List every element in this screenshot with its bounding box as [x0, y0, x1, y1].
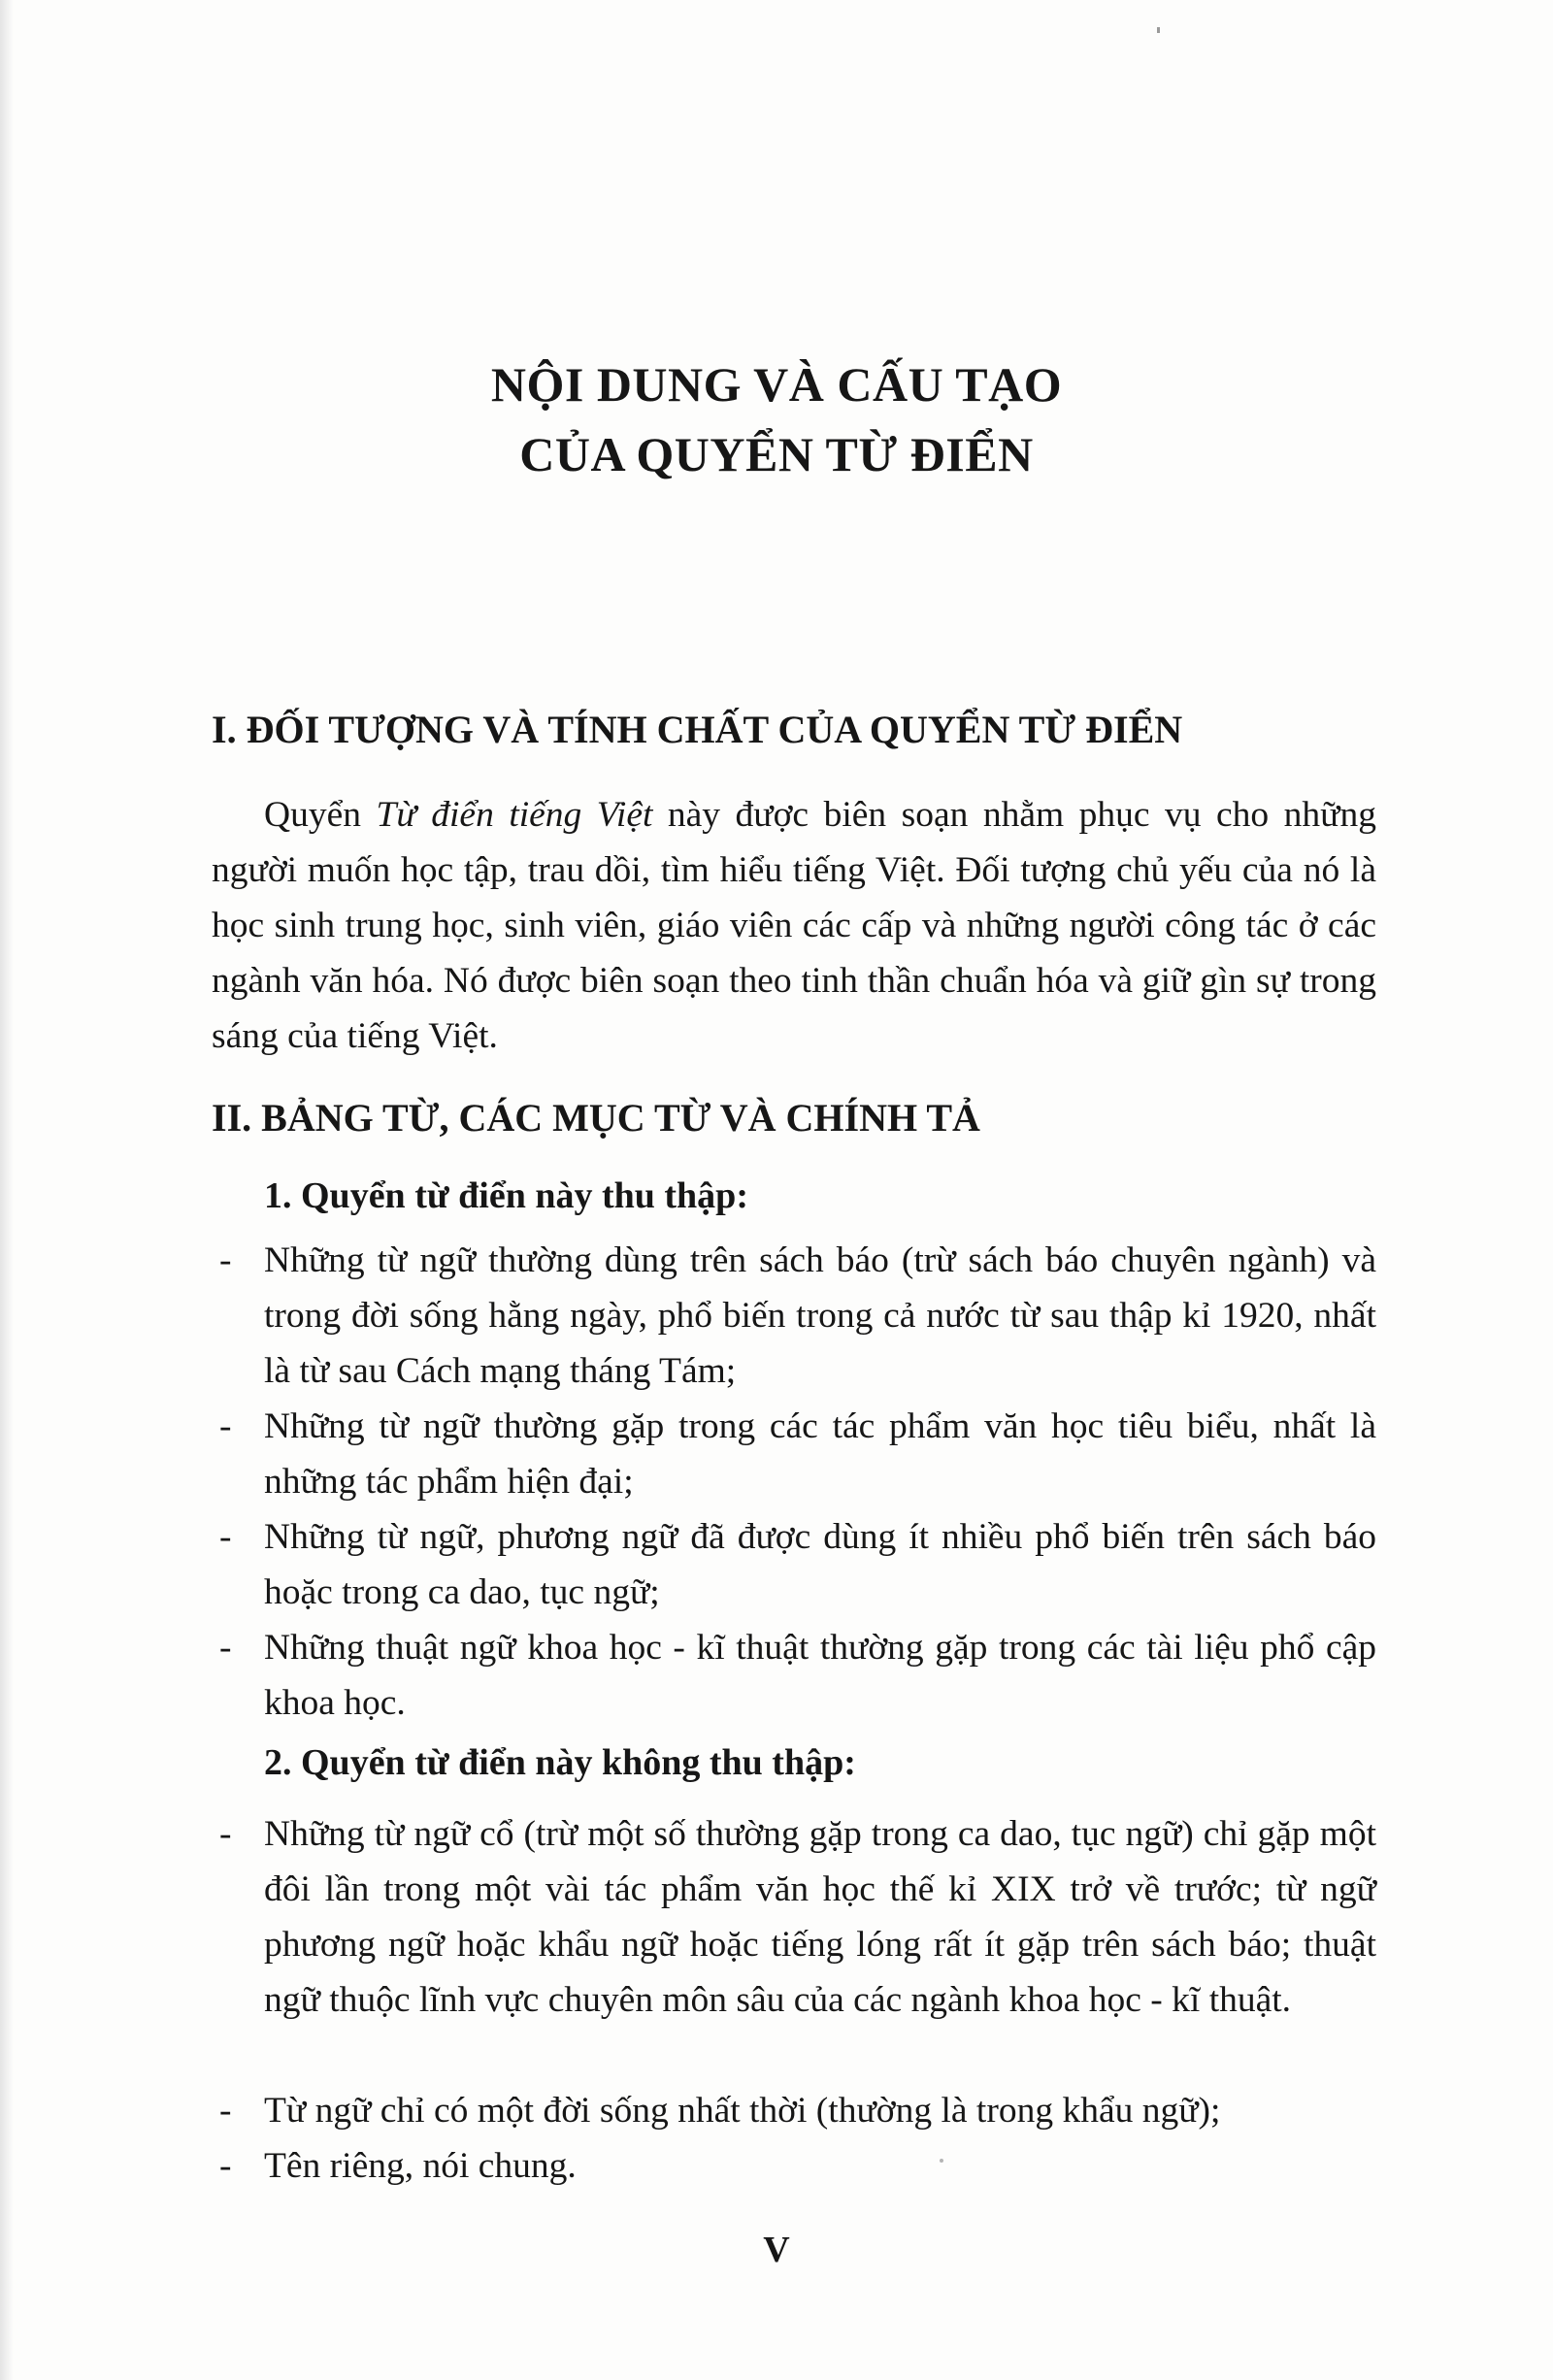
- list-item-text: Những từ ngữ thường dùng trên sách báo (trừ sách báo chuyên ngành) và trong đời sống hằng ngày, phổ biến trong cả nước từ sau thập kỉ 1920, nhất là từ sau Cách mạng tháng Tám;: [264, 1240, 1376, 1391]
- list-item-text: Tên riêng, nói chung.: [264, 2146, 577, 2186]
- list-item-text: Những từ ngữ thường gặp trong các tác phẩm văn học tiêu biểu, nhất là những tác phẩm hiện đại;: [264, 1406, 1376, 1502]
- paragraph-text-rest: này được biên soạn nhằm phục vụ cho những người muốn học tập, trau dồi, tìm hiểu tiếng Việt. Đối tượng chủ yếu của nó là học sinh trung học, sinh viên, giáo viên các cấp và những người công tác ở các ngành văn hóa. Nó được biên soạn theo tinh thần chuẩn hóa và giữ gìn sự trong sáng của tiếng Việt.: [212, 795, 1376, 1056]
- page-title-line-1: NỘI DUNG VÀ CẤU TẠO: [490, 357, 1063, 412]
- list-item: [212, 1806, 1376, 2028]
- subsection-2-heading: 2. Quyển từ điển này không thu thập:: [264, 1742, 856, 1783]
- list-item: [212, 1620, 1376, 1731]
- section-1-paragraph: [212, 787, 1376, 1064]
- list-item-text: Từ ngữ chỉ có một đời sống nhất thời (thường là trong khẩu ngữ);: [264, 2091, 1221, 2131]
- page-title-line-2: CỦA QUYỂN TỪ ĐIỂN: [519, 427, 1034, 481]
- paragraph-text-start: Quyển: [264, 795, 377, 835]
- book-title-italic: Từ điển tiếng Việt: [376, 795, 653, 835]
- bullet-dash: -: [219, 1517, 232, 1557]
- bullet-dash: -: [219, 2146, 232, 2186]
- page-number: V: [763, 2230, 790, 2270]
- bullet-dash: -: [219, 1814, 232, 1854]
- bullet-dash: -: [219, 1406, 232, 1446]
- bullet-dash: -: [219, 1628, 232, 1668]
- list-item-text: Những từ ngữ, phương ngữ đã được dùng ít nhiều phổ biến trên sách báo hoặc trong ca dao, tục ngữ;: [264, 1517, 1376, 1612]
- list-item: [212, 2083, 1376, 2138]
- section-1-heading: I. ĐỐI TƯỢNG VÀ TÍNH CHẤT CỦA QUYỂN TỪ ĐIỂN: [212, 708, 1183, 751]
- bullet-dash: -: [219, 1240, 232, 1280]
- list-item: [212, 1399, 1376, 1509]
- list-item-text: Những thuật ngữ khoa học - kĩ thuật thường gặp trong các tài liệu phổ cập khoa học.: [264, 1628, 1376, 1723]
- list-item: [212, 1509, 1376, 1620]
- list-item: [212, 2138, 1376, 2194]
- bullet-dash: -: [219, 2091, 232, 2131]
- list-item-text: Những từ ngữ cổ (trừ một số thường gặp trong ca dao, tục ngữ) chỉ gặp một đôi lần trong một vài tác phẩm văn học thế kỉ XIX trở về trước; từ ngữ phương ngữ hoặc khẩu ngữ hoặc tiếng lóng rất ít gặp trên sách báo; thuật ngữ thuộc lĩnh vực chuyên môn sâu của các ngành khoa học - kĩ thuật.: [264, 1814, 1376, 2020]
- print-mark: [1157, 27, 1160, 33]
- list-item: [212, 1233, 1376, 1399]
- subsection-1-heading: 1. Quyển từ điển này thu thập:: [264, 1175, 748, 1216]
- section-2-heading: II. BẢNG TỪ, CÁC MỤC TỪ VÀ CHÍNH TẢ: [212, 1096, 980, 1140]
- print-speck: [940, 2159, 943, 2163]
